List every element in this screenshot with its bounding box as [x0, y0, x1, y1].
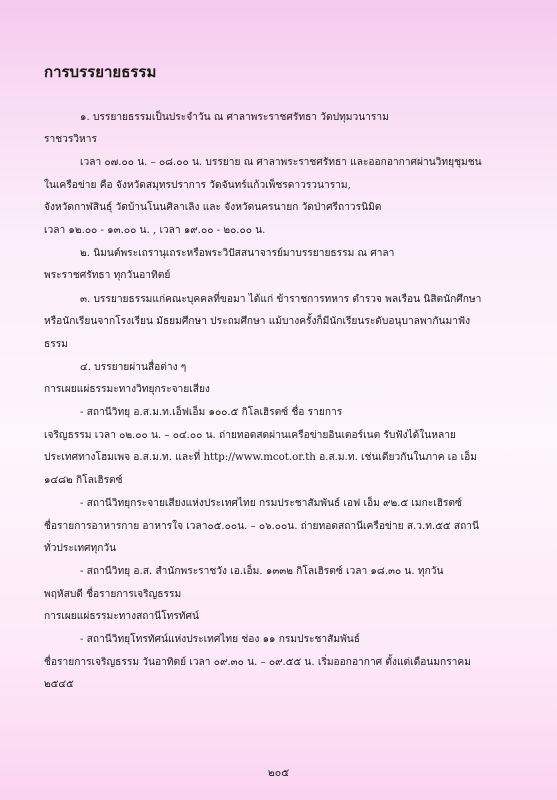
text-line: ๒. นิมนต์พระเถรานุเถระหรือพระวิปัสสนาจารย์มาบรรยายธรรม ณ ศาลา [80, 248, 395, 259]
text-line: ๑๔๘๒ กิโลเฮิรตซ์ [44, 475, 123, 486]
text-line: - สถานีวิทยุ อ.ส.ม.ท.เอ็ฟเอ็ม ๑๐๐.๕ กิโลเฮิรตซ์ ชื่อ รายการ [80, 407, 343, 418]
text-line: ในเครือข่าย คือ จังหวัดสมุทรปราการ วัดจันทร์แก้วเพ็ชรดาวรวนาราม, [44, 180, 351, 191]
text-line: ประเทศทางโฮมเพจ อ.ส.ม.ท. และที่ http://www.mcot.or.th อ.ส.ม.ท. เช่นเดียวกันในภาค เอ เอ็ม [44, 452, 477, 463]
text-line: เวลา ๑๒.๐๐ - ๑๓.๐๐ น. , เวลา ๑๙.๐๐ - ๒๐.๐๐ น. [44, 225, 266, 236]
text-line: - สถานีวิทยุโทรทัศน์แห่งประเทศไทย ช่อง ๑๑ กรมประชาสัมพันธ์ [80, 634, 360, 645]
text-line: พระราชศรัทธา ทุกวันอาทิตย์ [44, 270, 171, 281]
text-line: ๑. บรรยายธรรมเป็นประจำวัน ณ ศาลาพระราชศรัทธา วัดปทุมวนาราม [80, 112, 389, 123]
text-line: การเผยแผ่ธรรมะทางวิทยุกระจายเสียง [44, 384, 210, 395]
page-heading: การบรรยายธรรม [44, 63, 157, 81]
text-line: เจริญธรรม เวลา ๐๒.๐๐ น. – ๐๔.๐๐ น. ถ่ายทอดสดผ่านเครือข่ายอินเตอร์เนต รับฟังได้ในหลาย [44, 430, 456, 441]
text-line: ๒๕๔๕ [44, 679, 74, 690]
page-number: ๒๐๕ [267, 767, 290, 779]
text-line: - สถานีวิทยุ อ.ส. สำนักพระราชวัง เอ.เอ็ม. ๑๓๓๒ กิโลเฮิรตซ์ เวลา ๑๘.๓๐ น. ทุกวัน [80, 566, 444, 577]
text-line: ๔. บรรยายผ่านสื่อต่าง ๆ [80, 362, 187, 373]
text-line: ๓. บรรยายธรรมแก่คณะบุคคลที่ขอมา ได้แก่ ข้าราชการทหาร ตำรวจ พลเรือน นิสิตนักศึกษา [80, 294, 482, 305]
text-line: จังหวัดกาฬสินธุ์ วัดบ้านโนนศิลาเลิง และ จังหวัดนครนายก วัดป่าศรีถาวรนิมิต [44, 202, 382, 213]
text-line: เวลา ๐๗.๐๐ น. – ๐๘.๐๐ น. บรรยาย ณ ศาลาพระราชศรัทธา และออกอากาศผ่านวิทยุชุมชน [80, 157, 482, 168]
text-line: ทั่วประเทศทุกวัน [44, 543, 117, 554]
text-line: พฤหัสบดี ชื่อรายการเจริญธรรม [44, 589, 182, 600]
text-line: ธรรม [44, 339, 68, 350]
text-line: ชื่อรายการอาหารกาย อาหารใจ เวลา๐๕.๐๐น. – ๐๖.๐๐น. ถ่ายทอดสถานีเครือข่าย ส.ว.ท.๕๕ สถานี [44, 521, 479, 532]
text-line: หรือนักเรียนจากโรงเรียน มัธยมศึกษา ประถมศึกษา แม้บางครั้งก็มีนักเรียนระดับอนุบาลพากันมาฟัง [44, 316, 471, 327]
text-line: การเผยแผ่ธรรมะทางสถานีโทรทัศน์ [44, 611, 199, 622]
text-line: ราชวรวิหาร [44, 134, 97, 145]
text-line: ชื่อรายการเจริญธรรม วันอาทิตย์ เวลา ๐๙.๓๐ น. – ๐๙.๕๕ น. เริ่มออกอากาศ ตั้งแต่เดือนมกราคม [44, 657, 471, 668]
text-line: - สถานีวิทยุกระจายเสียงแห่งประเทศไทย กรมประชาสัมพันธ์ เอฟ เอ็ม ๙๒.๕ เมกะเฮิรตซ์ [80, 498, 462, 509]
